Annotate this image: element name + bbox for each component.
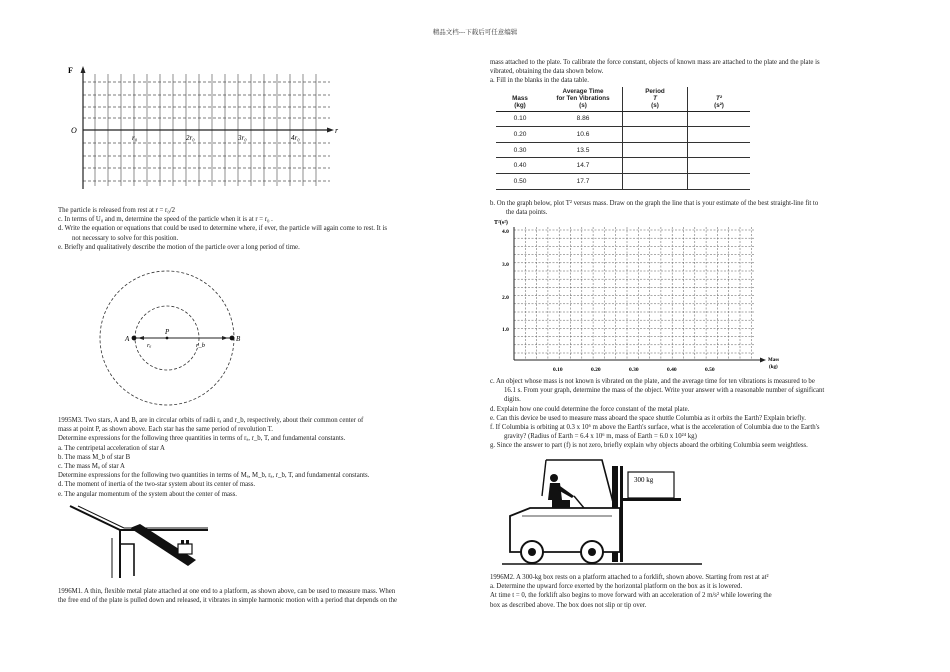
part-a: a. Fill in the blanks in the data table. <box>490 77 589 85</box>
forklift-drawing <box>502 456 702 572</box>
orbit-label-ra: rₐ <box>147 342 152 349</box>
part-b-line2: the data points. <box>506 209 548 217</box>
m3-e: e. The angular momentum of the system about the center of mass. <box>58 490 237 498</box>
part-c-line3: digits. <box>504 396 521 404</box>
cell-period[interactable] <box>623 127 688 143</box>
cell-mass: 0.50 <box>496 173 544 189</box>
problem-1995m3 <box>58 416 463 499</box>
cell-period[interactable] <box>623 111 688 127</box>
part-b-line1: b. On the graph below, plot T² versus mass. Draw on the graph the line that is your estimate of the best straight-line fit to <box>490 200 819 207</box>
graph2-x-tick: 0.50 <box>705 367 715 373</box>
part-g: g. Since the answer to part (f) is not zero, briefly explain why objects aboard the orbiting Columbia seem weightless. <box>490 442 808 450</box>
data-table <box>496 87 750 190</box>
cell-mass: 0.10 <box>496 111 544 127</box>
part-c-line1: c. An object whose mass is not known is vibrated on the plate, and the average time for ten vibrations is measured to be <box>490 378 815 385</box>
part-d: d. Explain how one could determine the force constant of the metal plate. <box>490 405 690 413</box>
graph2-y-label: T²(s²) <box>494 220 508 226</box>
graph-y-label: F <box>68 66 73 75</box>
m3-line3: Determine expressions for the following three quantities in terms of rₐ, r_b, T, and fundamental constants. <box>58 435 346 443</box>
graph2-y-tick: 3.0 <box>502 262 509 268</box>
problem-1996m1 <box>58 587 463 605</box>
orbit-label-a: A <box>125 335 130 343</box>
m3-line1: 1995M3. Two stars, A and B, are in circular orbits of radii rₐ and r_b, respectively, about their common center of <box>58 417 364 424</box>
graph-tick-r0: r₀ <box>132 134 138 142</box>
m3-line2: mass at point P, as shown above. Each star has the same period of revolution T. <box>58 426 273 434</box>
graph-origin-label: O <box>71 126 77 135</box>
m2-a: a. Determine the upward force exerted by the horizontal platform on the box as it is lowered. <box>490 583 743 591</box>
force-graph <box>68 64 343 194</box>
part-b <box>490 199 890 217</box>
cell-period[interactable] <box>623 158 688 174</box>
m2-line3: box as described above. The box does not slip or tip over. <box>490 601 647 609</box>
col-avg-time: Average Time for Ten Vibrations (s) <box>544 87 623 111</box>
graph2-x-tick: 0.40 <box>667 367 677 373</box>
m3-line4: Determine expressions for the following two quantities in terms of Mₐ, M_b, rₐ, r_b, T, and fundamental constants. <box>58 472 370 480</box>
intro-line1: mass attached to the plate. To calibrate the force constant, objects of known mass are attached to the plate and the plate is <box>490 59 820 66</box>
col-t-squared: T² (s²) <box>688 87 751 111</box>
table-row <box>496 173 750 189</box>
cell-mass: 0.30 <box>496 142 544 158</box>
graph-tick-4r0: 4r₀ <box>291 134 300 142</box>
graph-tick-3r0: 3r₀ <box>238 134 247 142</box>
orbit-diagram <box>92 268 252 408</box>
graph2-x-tick: 0.20 <box>591 367 601 373</box>
box-label: 300 kg <box>634 476 654 484</box>
cell-time: 8.86 <box>544 111 623 127</box>
part-f-line1: f. If Columbia is orbiting at 0.3 x 10⁶ m above the Earth's surface, what is the acceleration of Columbia due to the Earth's <box>490 424 820 432</box>
part-e: e. Can this device be used to measure mass aboard the space shuttle Columbia as it orbits the Earth? Explain briefly. <box>490 414 806 422</box>
problem-d-line2: not necessary to solve for this position. <box>72 234 179 242</box>
cell-time: 10.6 <box>544 127 623 143</box>
cell-time: 14.7 <box>544 158 623 174</box>
problem-c: c. In terms of U₀ and m, determine the speed of the particle when it is at r = r₀ . <box>58 216 273 224</box>
m3-d: d. The moment of inertia of the two-star system about its center of mass. <box>58 481 256 489</box>
problem-e: e. Briefly and qualitatively describe the motion of the particle over a long period of time. <box>58 243 300 251</box>
orbit-label-b: B <box>236 335 241 343</box>
col-period: Period T (s) <box>623 87 688 111</box>
plate-platform-drawing <box>60 504 210 580</box>
graph2-y-tick: 2.0 <box>502 295 509 301</box>
graph2-y-tick: 1.0 <box>502 327 509 333</box>
orbit-label-p: P <box>165 328 170 336</box>
problem-part-1 <box>58 206 463 252</box>
part-c-line2: 16.1 s. From your graph, determine the mass of the object. Write your answer with a reasonable number of significant <box>504 387 825 395</box>
part-f-line2: gravity? (Radius of Earth = 6.4 x 10⁶ m, mass of Earth = 6.0 x 10²⁴ kg) <box>504 433 697 441</box>
page-header: 精品文档---下载后可任意编辑 <box>432 29 518 36</box>
graph-tick-2r0: 2r₀ <box>186 134 195 142</box>
graph2-x-tick: 0.30 <box>629 367 639 373</box>
cell-t2[interactable] <box>688 173 751 189</box>
problem-1996m2 <box>490 573 890 610</box>
m3-c: c. The mass Mₐ of star A <box>58 463 125 471</box>
parts-c-g <box>490 377 890 451</box>
t2-vs-mass-graph[interactable] <box>492 216 792 376</box>
table-row <box>496 127 750 143</box>
graph-x-label: r <box>335 126 339 135</box>
cell-time: 13.5 <box>544 142 623 158</box>
table-row <box>496 142 750 158</box>
cell-period[interactable] <box>623 173 688 189</box>
right-intro <box>490 58 890 86</box>
graph2-x-label: Mass <box>768 358 780 363</box>
table-row <box>496 158 750 174</box>
table-header-row <box>496 87 750 111</box>
cell-t2[interactable] <box>688 158 751 174</box>
cell-mass: 0.20 <box>496 127 544 143</box>
graph2-y-tick: 4.0 <box>502 229 509 235</box>
cell-t2[interactable] <box>688 111 751 127</box>
orbit-label-rb: r_b <box>196 342 206 349</box>
m2-line1: 1996M2. A 300-kg box rests on a platform attached to a forklift, shown above. Starting from rest at at² <box>490 574 769 581</box>
m3-a: a. The centripetal acceleration of star A <box>58 444 165 452</box>
cell-t2[interactable] <box>688 127 751 143</box>
m1-line1: 1996M1. A thin, flexible metal plate attached at one end to a platform, as shown above, can be used to measure mass. When <box>58 588 396 595</box>
cell-mass: 0.40 <box>496 158 544 174</box>
table-row <box>496 111 750 127</box>
cell-period[interactable] <box>623 142 688 158</box>
intro-line2: vibrated, obtaining the data shown below. <box>490 68 604 76</box>
graph2-x-unit: (kg) <box>769 365 778 370</box>
col-mass: Mass (kg) <box>496 87 544 111</box>
graph2-x-tick: 0.10 <box>553 367 563 373</box>
cell-t2[interactable] <box>688 142 751 158</box>
cell-time: 17.7 <box>544 173 623 189</box>
m1-line2: the free end of the plate is pulled down and released, it vibrates in simple harmonic motion with a period that depends on the <box>58 597 397 605</box>
m2-line2: At time t = 0, the forklift also begins to move forward with an acceleration of 2 m/s² while lowering the <box>490 592 772 600</box>
m3-b: b. The mass M_b of star B <box>58 453 131 461</box>
problem-d-line1: d. Write the equation or equations that could be used to determine where, if ever, the particle will again come to rest. It is <box>58 225 388 233</box>
problem-intro: The particle is released from rest at r = r₀/2 <box>58 207 175 214</box>
